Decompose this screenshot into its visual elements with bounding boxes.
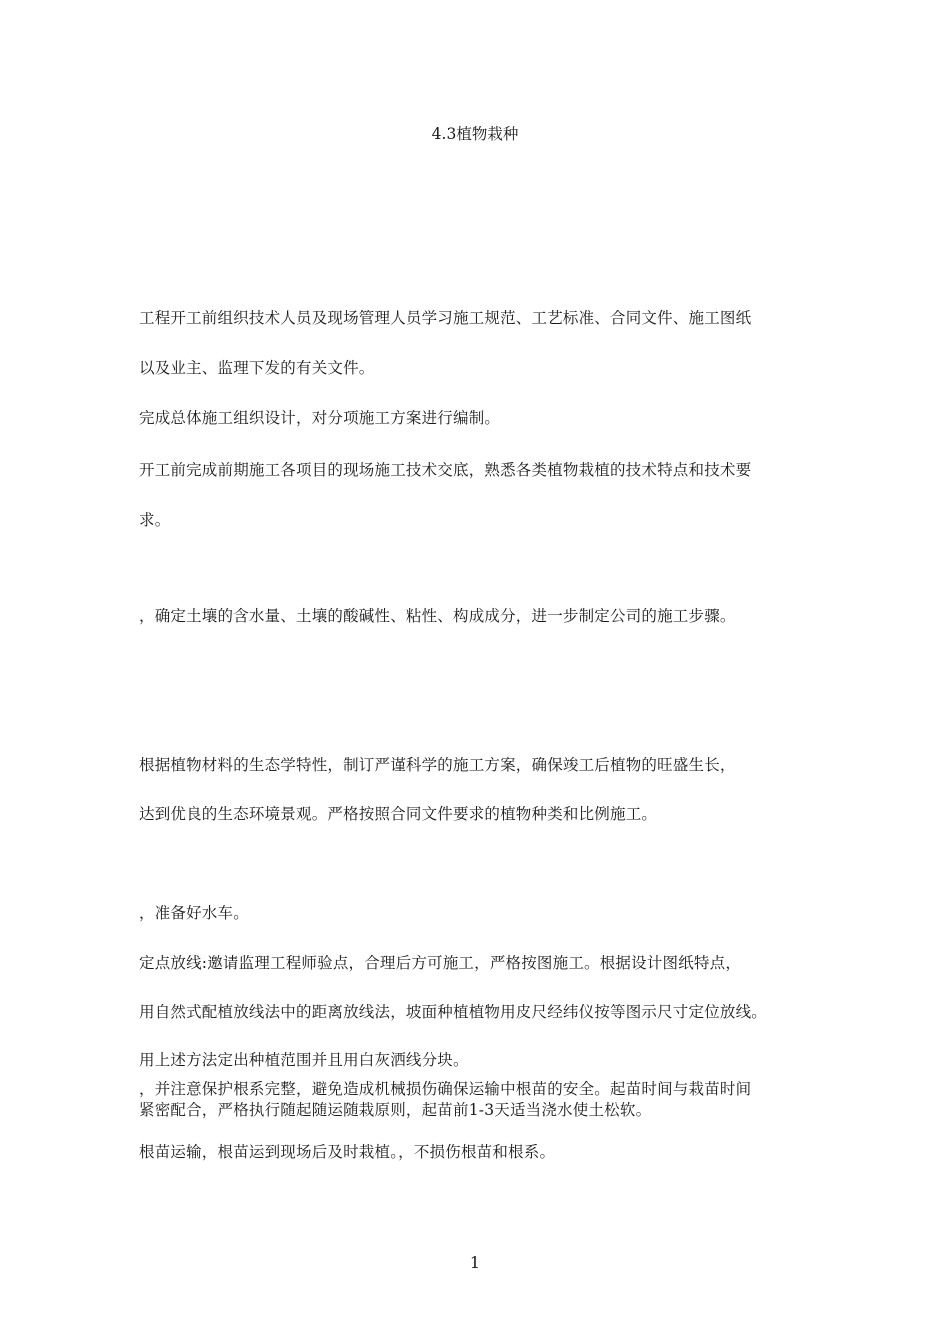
paragraph-line: 开工前完成前期施工各项目的现场施工技术交底，熟悉各类植物栽植的技术特点和技术要 (139, 461, 752, 479)
paragraph-line: 以及业主、监理下发的有关文件。 (139, 359, 375, 377)
paragraph-line: 用上述方法定出种植范围并且用白灰洒线分块。 (139, 1051, 469, 1069)
paragraph-line: 达到优良的生态环境景观。严格按照合同文件要求的植物种类和比例施工。 (139, 805, 658, 823)
paragraph-line: ，准备好水车。 (139, 904, 249, 922)
paragraph-line: 根苗运输，根苗运到现场后及时栽植。，不损伤根苗和根系。 (139, 1143, 556, 1161)
paragraph-line: 工程开工前组织技术人员及现场管理人员学习施工规范、工艺标准、合同文件、施工图纸 (139, 309, 752, 327)
paragraph-line: ，并注意保护根系完整，避免造成机械损伤确保运输中根苗的安全。起苗时间与栽苗时间 (139, 1080, 752, 1098)
paragraph-line: 定点放线:邀请监理工程师验点，合理后方可施工，严格按图施工。根据设计图纸特点， (139, 954, 742, 972)
paragraph-line: 紧密配合，严格执行随起随运随栽原则，起苗前1-3天适当浇水使土松软。 (139, 1101, 652, 1119)
paragraph-line: ，确定土壤的含水量、土壤的酸碱性、粘性、构成成分，进一步制定公司的施工步骤。 (139, 607, 736, 625)
page-number: 1 (469, 1253, 481, 1272)
paragraph-line: 完成总体施工组织设计，对分项施工方案进行编制。 (139, 409, 501, 427)
section-title: 4.3植物栽种 (431, 125, 519, 143)
paragraph-line: 求。 (139, 511, 171, 529)
paragraph-line: 用自然式配植放线法中的距离放线法，坡面种植植物用皮尺经纬仪按等图示尺寸定位放线。 (139, 1003, 768, 1021)
paragraph-line: 根据植物材料的生态学特性，制订严谨科学的施工方案，确保竣工后植物的旺盛生长， (139, 756, 736, 774)
